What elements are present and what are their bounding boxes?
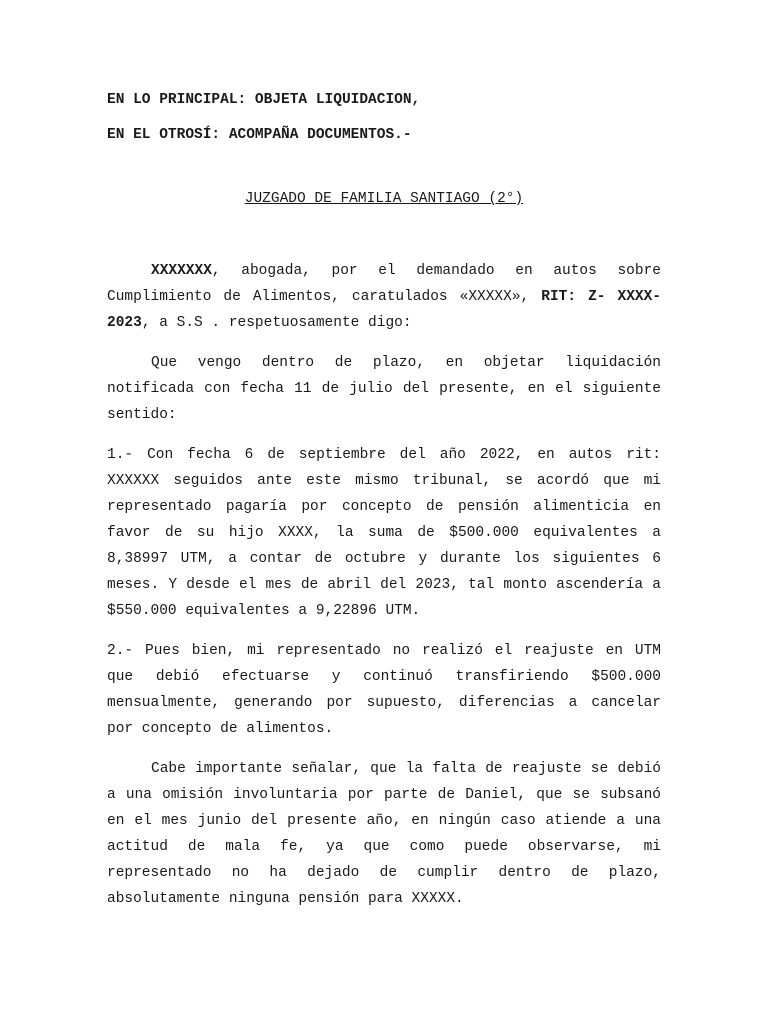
intro-paragraph xyxy=(107,258,661,336)
rit-number: RIT: Z- XXXX-2023 xyxy=(107,289,661,331)
paragraph-point-1: 1.- Con fecha 6 de septiembre del año 2022, en autos rit: XXXXXX seguidos ante este mismo tribunal, se acordó que mi representado pagaría por concepto de pensión alimenticia en favor de su hijo XXXX, la suma de $500.000 equivalentes a 8,38997 UTM, a contar de octubre y durante los siguientes 6 meses. Y desde el mes de abril del 2023, tal monto ascendería a $550.000 equivalentes a 9,22896 UTM. xyxy=(107,447,661,619)
heading-otrosi: EN EL OTROSÍ: ACOMPAÑA DOCUMENTOS.- xyxy=(107,127,412,143)
heading-principal: EN LO PRINCIPAL: OBJETA LIQUIDACION, xyxy=(107,92,421,108)
attorney-name: XXXXXXX xyxy=(151,263,212,279)
paragraph-note: Cabe importante señalar, que la falta de reajuste se debió a una omisión involuntaria por parte de Daniel, que se subsanó en el mes junio del presente año, en ningún caso atiende a una actitud de mala fe, ya que como puede observarse, mi representado no ha dejado de cumplir dentro de plazo, absolutamente ninguna pensión para XXXXX. xyxy=(107,761,661,907)
paragraph-objection: Que vengo dentro de plazo, en objetar liquidación notificada con fecha 11 de julio del presente, en el siguiente sentido: xyxy=(107,355,661,423)
paragraph-point-2: 2.- Pues bien, mi representado no realizó el reajuste en UTM que debió efectuarse y continuó transfiriendo $500.000 mensualmente, generando por supuesto, diferencias a cancelar por concepto de alimentos. xyxy=(107,643,661,737)
intro-text-a: , abogada, por el demandado en autos sobre Cumplimiento de Alimentos, caratulados «XXXXX», xyxy=(107,263,661,305)
court-title: JUZGADO DE FAMILIA SANTIAGO (2°) xyxy=(244,191,524,207)
document-body xyxy=(107,258,661,926)
intro-text-b: , a S.S . respetuosamente digo: xyxy=(141,315,412,331)
